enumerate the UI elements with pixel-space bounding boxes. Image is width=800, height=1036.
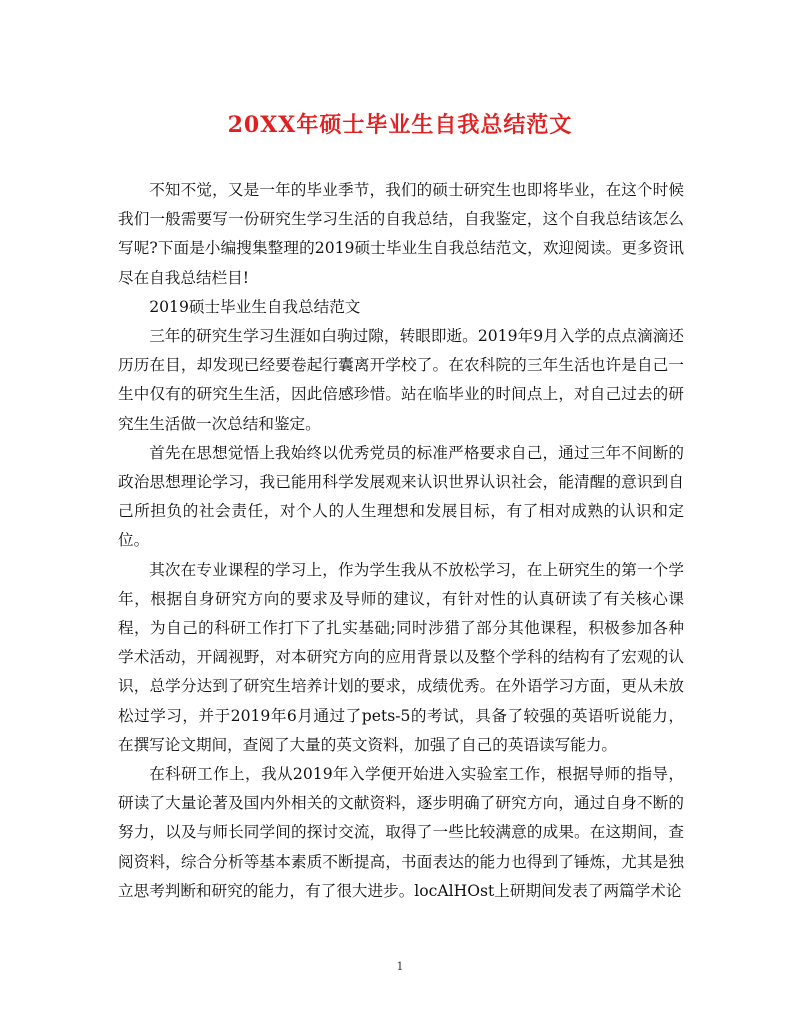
- document-body: [118, 176, 684, 906]
- paragraph-opening: 三年的研究生学习生涯如白驹过隙，转眼即逝。2019年9月入学的点点滴滴还历历在目，却发现已经要卷起行囊离开学校了。在农科院的三年生活也许是自己一生中仅有的研究生生活，因此倍感珍惜。站在临毕业的时间点上，对自己过去的研究生生活做一次总结和鉴定。: [118, 327, 684, 433]
- paragraph-coursework: 其次在专业课程的学习上，作为学生我从不放松学习，在上研究生的第一个学年，根据自身研究方向的要求及导师的建议，有针对性的认真研读了有关核心课程，为自己的科研工作打下了扎实基础;同时涉猎了部分其他课程，积极参加各种学术活动，开阔视野，对本研究方向的应用背景以及整个学科的结构有了宏观的认识，总学分达到了研究生培养计划的要求，成绩优秀。在外语学习方面，更从未放松过学习，并于2019年6月通过了pets-5的考试，具备了较强的英语听说能力，在撰写论文期间，查阅了大量的英文资料，加强了自己的英语读写能力。: [118, 560, 684, 754]
- page-number: 1: [396, 960, 404, 973]
- page-title: 20XX年硕士毕业生自我总结范文: [227, 112, 573, 138]
- paragraph-subheading: 2019硕士毕业生自我总结范文: [149, 297, 361, 316]
- paragraph-research: 在科研工作上，我从2019年入学便开始进入实验室工作，根据导师的指导，研读了大量论著及国内外相关的文献资料，逐步明确了研究方向，通过自身不断的努力，以及与师长同学间的探讨交流，取得了一些比较满意的成果。在这期间，查阅资料，综合分析等基本素质不断提高，书面表达的能力也得到了锤炼，尤其是独立思考判断和研究的能力，有了很大进步。locAlHOst上研期间发表了两篇学术论: [118, 765, 684, 900]
- paragraph-intro: 不知不觉，又是一年的毕业季节，我们的硕士研究生也即将毕业，在这个时候我们一般需要写一份研究生学习生活的自我总结，自我鉴定，这个自我总结该怎么写呢?下面是小编搜集整理的2019硕士毕业生自我总结范文，欢迎阅读。更多资讯尽在自我总结栏目!: [118, 181, 684, 287]
- paragraph-ideology: 首先在思想觉悟上我始终以优秀党员的标准严格要求自己，通过三年不间断的政治思想理论学习，我已能用科学发展观来认识世界认识社会，能清醒的意识到自己所担负的社会责任，对个人的人生理想和发展目标，有了相对成熟的认识和定位。: [118, 443, 684, 550]
